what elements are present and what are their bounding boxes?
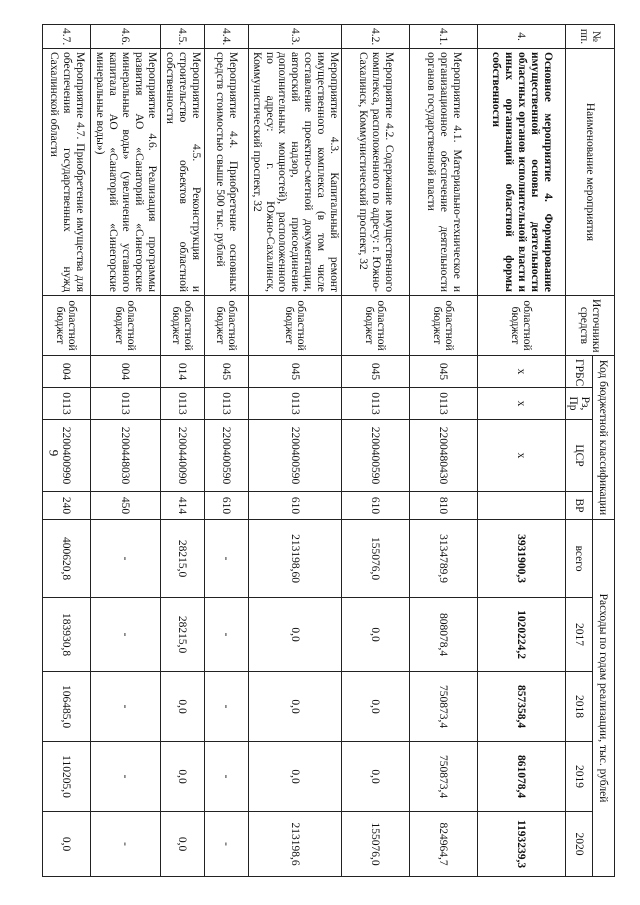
row-2017: 0,0: [342, 598, 410, 672]
row-2019: 0,0: [342, 742, 410, 812]
expenses-table: [42, 24, 615, 877]
rotated-page: [47, 24, 615, 876]
row-rzpr: 0113: [410, 388, 478, 420]
row-name: Мероприятие 4.2. Содержание имущественного комплекса, расположенного по адресу: г. Южно-Сахалинск, Коммунистический проспект, 32: [342, 49, 410, 296]
row-name: Мероприятие 4.3. Капитальный ремонт имущественного комплекса (в том числе составление проектно-сметной документации, авторский надзор, присоединение дополнительных мощностей), расположенного по адресу: г. Южно-Сахалинск, Коммунистический проспект, 32: [248, 49, 341, 296]
row-rzpr: 0113: [248, 388, 341, 420]
table-header: [566, 25, 615, 877]
row-grbs: 045: [342, 356, 410, 388]
row-2017: 1020224,2: [478, 598, 566, 672]
row-vr: 414: [160, 492, 204, 520]
header-total: всего: [566, 520, 593, 598]
row-vr: 610: [248, 492, 341, 520]
row-source: областной бюджет: [342, 296, 410, 356]
row-total: 3134789,9: [410, 520, 478, 598]
row-name: Мероприятие 4.1. Материально-техническое и организационное обеспечение деятельности органов государственной власти: [410, 49, 478, 296]
header-rzpr: Рз, Пр: [566, 388, 593, 420]
row-num: 4.5.: [160, 25, 204, 49]
row-2019: 750873,4: [410, 742, 478, 812]
row-2018: 0,0: [248, 672, 341, 742]
row-grbs: 045: [248, 356, 341, 388]
row-num: 4.7.: [42, 25, 90, 49]
row-2020: 213198,6: [248, 812, 341, 877]
row-rzpr: 0113: [204, 388, 248, 420]
row-total: 400620,8: [42, 520, 90, 598]
row-name: Мероприятие 4.4. Приобретение основных средств стоимостью свыше 500 тыс. рублей: [204, 49, 248, 296]
header-2019: 2019: [566, 742, 593, 812]
table-row: [478, 25, 566, 877]
row-source: областной бюджет: [248, 296, 341, 356]
row-2017: 0,0: [248, 598, 341, 672]
table-row: [342, 25, 410, 877]
row-name: Мероприятие 4.7. Приобретение имущества для обеспечения государственных нужд Сахалинской области: [42, 49, 90, 296]
header-csr: ЦСР: [566, 420, 593, 492]
row-name: Основное мероприятие 4. Формирование имущественной основы деятельности областных органов исполнительной власти и иных организаций областной формы собственности: [478, 49, 566, 296]
row-rzpr: х: [478, 388, 566, 420]
table-row: [204, 25, 248, 877]
row-num: 4.1.: [410, 25, 478, 49]
header-grbs: ГРБС: [566, 356, 593, 388]
row-2019: 110205,0: [42, 742, 90, 812]
header-2017: 2017: [566, 598, 593, 672]
row-total: -: [90, 520, 160, 598]
row-vr: 240: [42, 492, 90, 520]
row-total: 3931900,3: [478, 520, 566, 598]
table-row: [410, 25, 478, 877]
row-2020: 0,0: [160, 812, 204, 877]
row-total: 28215,0: [160, 520, 204, 598]
row-2019: 0,0: [160, 742, 204, 812]
page-number: 9: [46, 449, 62, 457]
row-grbs: 045: [204, 356, 248, 388]
row-vr: 450: [90, 492, 160, 520]
row-vr: 810: [410, 492, 478, 520]
row-2019: -: [204, 742, 248, 812]
row-2018: 0,0: [160, 672, 204, 742]
header-name: Наименование мероприятия: [566, 49, 615, 296]
row-num: 4.4.: [204, 25, 248, 49]
row-name: Мероприятие 4.6. Реализация программы развития АО «Санаторий «Синегорские минеральные воды» (увеличение уставного капитала АО «Санаторий «Синегорские минеральные воды»): [90, 49, 160, 296]
row-total: -: [204, 520, 248, 598]
row-vr: 610: [342, 492, 410, 520]
table-row: [248, 25, 341, 877]
row-2018: -: [204, 672, 248, 742]
row-total: 155076,0: [342, 520, 410, 598]
header-vr: ВР: [566, 492, 593, 520]
row-csr: 2200400590: [204, 420, 248, 492]
table-row: [160, 25, 204, 877]
row-2020: 1193239,3: [478, 812, 566, 877]
header-2018: 2018: [566, 672, 593, 742]
row-2017: 28215,0: [160, 598, 204, 672]
row-2018: 106485,0: [42, 672, 90, 742]
row-total: 213198,60: [248, 520, 341, 598]
table-row: [90, 25, 160, 877]
row-grbs: 014: [160, 356, 204, 388]
row-2019: 0,0: [248, 742, 341, 812]
row-2018: 857358,4: [478, 672, 566, 742]
row-vr: [478, 492, 566, 520]
row-csr: 2200440090: [160, 420, 204, 492]
row-grbs: 045: [410, 356, 478, 388]
row-num: 4.3.: [248, 25, 341, 49]
row-2017: 808078,4: [410, 598, 478, 672]
header-source: Источники средств: [566, 296, 615, 356]
row-2017: -: [204, 598, 248, 672]
row-rzpr: 0113: [342, 388, 410, 420]
row-source: областной бюджет: [410, 296, 478, 356]
row-2019: -: [90, 742, 160, 812]
row-grbs: 004: [90, 356, 160, 388]
header-code: Код бюджетной классификации: [593, 356, 615, 520]
row-csr: 2200400590: [248, 420, 341, 492]
row-2017: 183930,8: [42, 598, 90, 672]
header-num: № пп.: [566, 25, 615, 49]
row-source: областной бюджет: [160, 296, 204, 356]
table-body: [42, 25, 565, 877]
header-expenses: Расходы по годам реализации, тыс. рублей: [593, 520, 615, 877]
row-2020: -: [90, 812, 160, 877]
table-row: [42, 25, 90, 877]
row-vr: 610: [204, 492, 248, 520]
row-num: 4.6.: [90, 25, 160, 49]
row-source: областной бюджет: [204, 296, 248, 356]
row-2018: -: [90, 672, 160, 742]
row-csr: 2200448030: [90, 420, 160, 492]
row-csr: 2200400590: [342, 420, 410, 492]
row-2020: 824964,7: [410, 812, 478, 877]
row-source: областной бюджет: [478, 296, 566, 356]
row-2020: -: [204, 812, 248, 877]
row-2020: 0,0: [42, 812, 90, 877]
row-num: 4.: [478, 25, 566, 49]
row-2017: -: [90, 598, 160, 672]
row-rzpr: 0113: [42, 388, 90, 420]
row-csr: 2200480430: [410, 420, 478, 492]
header-2020: 2020: [566, 812, 593, 877]
row-2018: 750873,4: [410, 672, 478, 742]
row-rzpr: 0113: [160, 388, 204, 420]
row-2018: 0,0: [342, 672, 410, 742]
row-2020: 155076,0: [342, 812, 410, 877]
row-csr: х: [478, 420, 566, 492]
row-grbs: х: [478, 356, 566, 388]
row-name: Мероприятие 4.5. Реконструкция и строительство объектов областной собственности: [160, 49, 204, 296]
row-source: областной бюджет: [90, 296, 160, 356]
row-grbs: 004: [42, 356, 90, 388]
row-source: областной бюджет: [42, 296, 90, 356]
row-2019: 861078,4: [478, 742, 566, 812]
row-csr: 2200400990: [42, 420, 90, 492]
row-rzpr: 0113: [90, 388, 160, 420]
row-num: 4.2.: [342, 25, 410, 49]
